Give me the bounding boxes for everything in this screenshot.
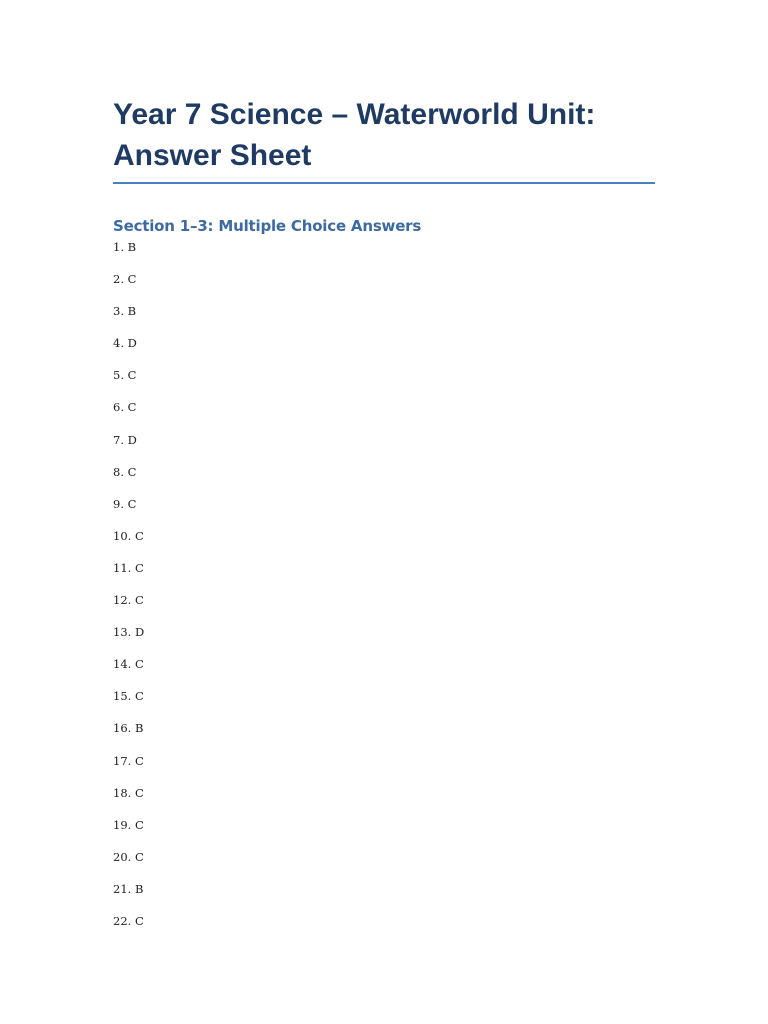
answer-item	[113, 272, 655, 304]
answer-number: 20.	[113, 849, 132, 864]
answer-number: 15.	[113, 689, 132, 704]
answer-number: 10.	[113, 528, 132, 543]
answer-item	[113, 721, 655, 753]
answer-choice: C	[127, 400, 137, 415]
answer-choice: D	[127, 336, 137, 351]
answer-item	[113, 689, 655, 721]
answer-item	[113, 625, 655, 657]
answer-number: 4.	[113, 336, 124, 351]
answer-number: 12.	[113, 593, 132, 608]
answer-number: 21.	[113, 881, 132, 896]
answer-choice: C	[134, 528, 144, 543]
answer-choice: C	[134, 785, 144, 800]
answer-number: 2.	[113, 272, 124, 287]
answer-choice: D	[134, 625, 145, 640]
answer-item	[113, 754, 655, 786]
answer-item	[113, 497, 655, 529]
answer-choice: C	[127, 368, 137, 383]
answer-item	[113, 304, 655, 336]
answer-choice: C	[134, 753, 144, 768]
answer-choice: B	[127, 240, 137, 254]
answer-choice: C	[127, 272, 137, 287]
answer-list	[113, 240, 655, 946]
answer-item	[113, 882, 655, 914]
answer-choice: C	[134, 817, 144, 832]
answer-item	[113, 433, 655, 465]
answer-choice: C	[134, 657, 144, 672]
answer-item	[113, 914, 655, 946]
answer-number: 19.	[113, 817, 132, 832]
answer-item	[113, 400, 655, 432]
answer-item	[113, 786, 655, 818]
answer-choice: C	[127, 464, 137, 479]
answer-choice: C	[134, 689, 144, 704]
answer-item	[113, 465, 655, 497]
answer-item	[113, 657, 655, 689]
answer-number: 14.	[113, 657, 132, 672]
answer-choice: C	[134, 849, 144, 864]
answer-item	[113, 529, 655, 561]
answer-number: 6.	[113, 400, 124, 415]
answer-number: 22.	[113, 913, 132, 928]
answer-item	[113, 368, 655, 400]
section-heading: Section 1–3: Multiple Choice Answers	[113, 217, 422, 235]
answer-choice: C	[134, 913, 144, 928]
answer-item	[113, 240, 655, 272]
answer-choice: C	[134, 560, 144, 575]
answer-number: 3.	[113, 304, 124, 319]
page-title: Year 7 Science – Waterworld Unit: Answer Sheet	[113, 94, 655, 184]
answer-choice: C	[134, 593, 144, 608]
answer-item	[113, 850, 655, 882]
answer-item	[113, 593, 655, 625]
answer-choice: C	[127, 496, 137, 511]
answer-number: 16.	[113, 721, 132, 736]
answer-choice: B	[134, 721, 144, 736]
answer-number: 17.	[113, 753, 132, 768]
document-page	[113, 94, 655, 946]
answer-number: 5.	[113, 368, 124, 383]
answer-number: 9.	[113, 496, 124, 511]
answer-number: 7.	[113, 432, 124, 447]
answer-number: 13.	[113, 625, 132, 640]
answer-item	[113, 818, 655, 850]
answer-item	[113, 561, 655, 593]
answer-choice: D	[127, 432, 137, 447]
answer-item	[113, 336, 655, 368]
answer-choice: B	[134, 881, 144, 896]
answer-choice: B	[127, 304, 137, 319]
answer-number: 18.	[113, 785, 132, 800]
answer-number: 11.	[113, 560, 132, 575]
answer-number: 8.	[113, 464, 124, 479]
answer-number: 1.	[113, 240, 124, 254]
